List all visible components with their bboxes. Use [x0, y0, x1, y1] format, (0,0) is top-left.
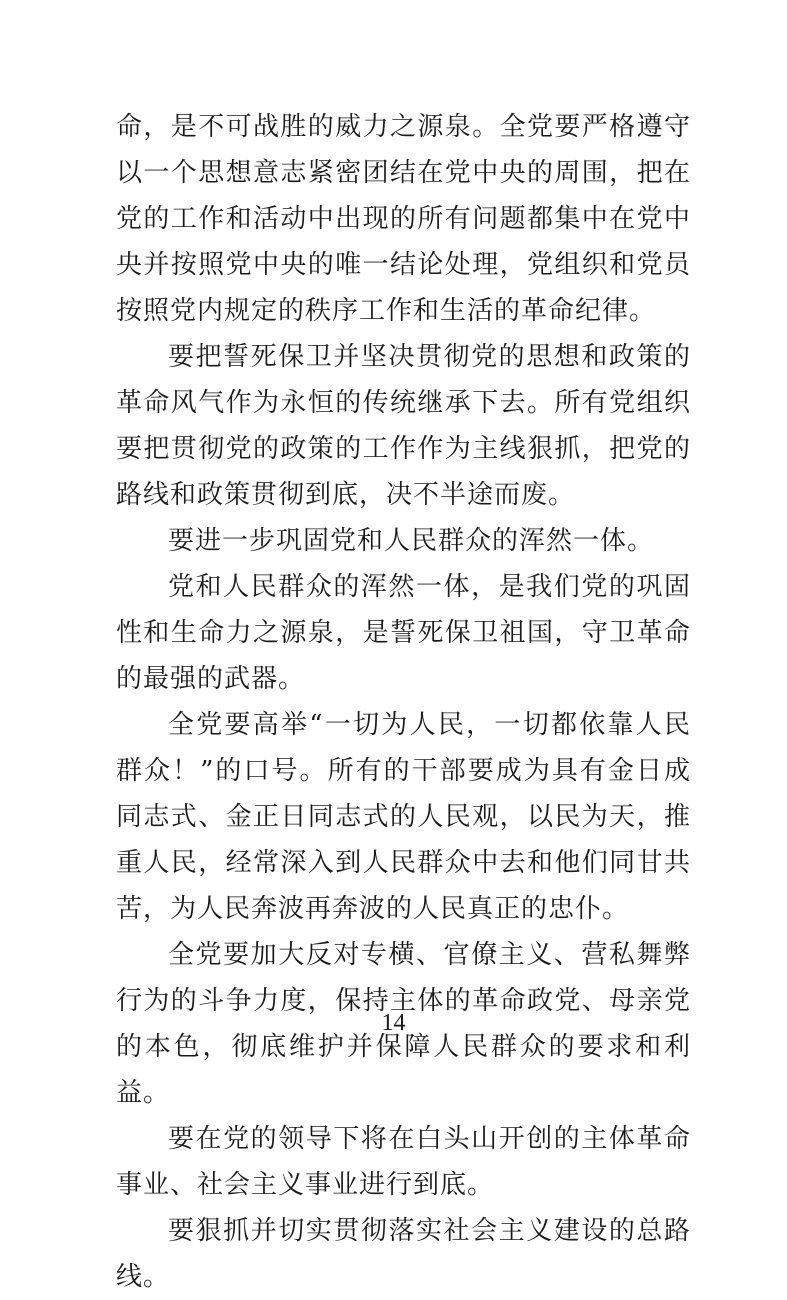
page-number: 14	[381, 1010, 406, 1036]
text-body	[116, 104, 691, 1300]
paragraph-1: 命，是不可战胜的威力之源泉。全党要严格遵守以一个思想意志紧密团结在党中央的周围，把在党的工作和活动中出现的所有问题都集中在党中央并按照党中央的唯一结论处理，党组织和党员按照党内规定的秩序工作和生活的革命纪律。	[116, 112, 691, 326]
paragraph-7: 要在党的领导下将在白头山开创的主体革命事业、社会主义事业进行到底。	[116, 1124, 691, 1200]
paragraph-6: 全党要加大反对专横、官僚主义、营私舞弊行为的斗争力度，保持主体的革命政党、母亲党的本色，彻底维护并保障人民群众的要求和利益。	[116, 940, 691, 1108]
paragraph-2: 要把誓死保卫并坚决贯彻党的思想和政策的革命风气作为永恒的传统继承下去。所有党组织要把贯彻党的政策的工作作为主线狠抓，把党的路线和政策贯彻到底，决不半途而废。	[116, 342, 691, 510]
paragraph-5: 全党要高举“一切为人民，一切都依靠人民群众！”的口号。所有的干部要成为具有金日成同志式、金正日同志式的人民观，以民为天，推重人民，经常深入到人民群众中去和他们同甘共苦，为人民奔波再奔波的人民真正的忠仆。	[116, 710, 691, 924]
paragraph-8: 要狠抓并切实贯彻落实社会主义建设的总路线。	[116, 1216, 691, 1292]
paragraph-4: 党和人民群众的浑然一体，是我们党的巩固性和生命力之源泉，是誓死保卫祖国，守卫革命的最强的武器。	[116, 572, 691, 694]
paragraph-3: 要进一步巩固党和人民群众的浑然一体。	[168, 526, 655, 556]
